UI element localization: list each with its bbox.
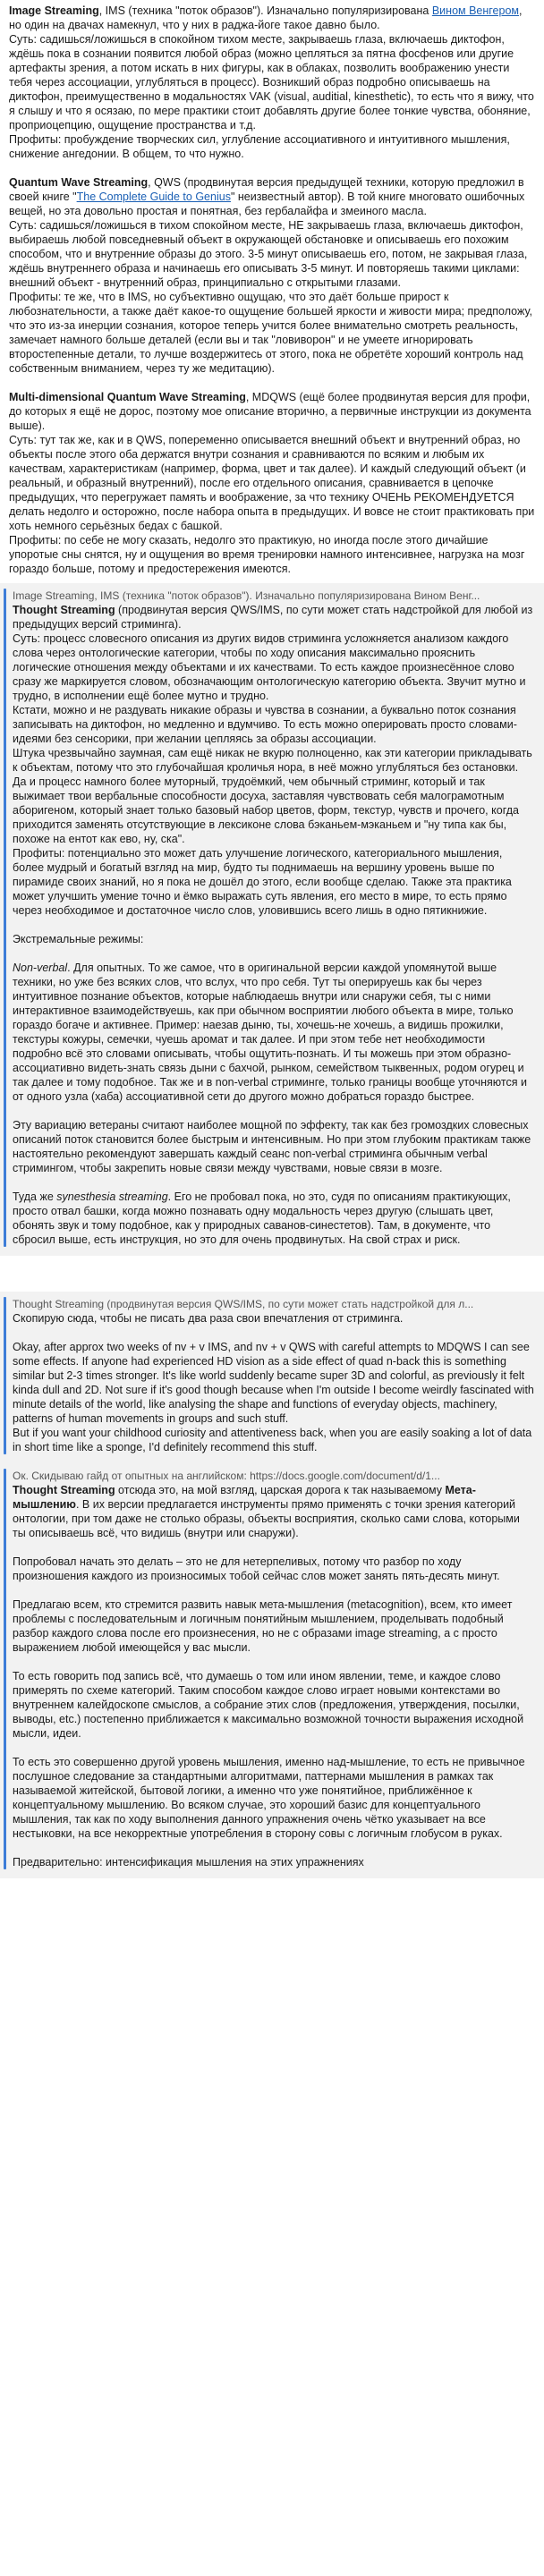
quote-bar [4, 1297, 6, 1454]
guide-paragraph-4: То есть говорить под запись всё, что думаешь о том или ином явлении, теме, и каждое слово примерять по схеме категорий. Таким способом каждое слово играет новыми контекстами во внутреннем калейдоскопе смыслов, а собрание этих слов (предложения, утверждения, посылки, выводы, etc.) постепенно приближается к максимально возможной точности выражения исходной мысли, идеи. [13, 1670, 524, 1740]
mdqws-body: Суть: тут так же, как и в QWS, попеременно описывается внешний объект и внутренний образ, но объекты после этого оба держатся внутри сознания и сравниваются по всяким и любым их качествам, характеристикам (например, форма, цвет и так далее). И каждый следующий объект (и реальный, и образный внутренний), после его отдельного описания, сравнивается в цепочке предыдущих, что перегружает память и воображение, за что технику ОЧЕНЬ РЕКОМЕНДУЕТСЯ делать недолго и осторожно, после набора опыта в предыдущих. И вовсе не стоит практиковать при хоть немного серьёзных бедах с башкой. [9, 434, 535, 532]
book-link[interactable]: The Complete Guide to Genius [76, 191, 231, 203]
reply-thought-streaming [0, 583, 544, 1256]
copy-note: Скопирую сюда, чтобы не писать два раза свои впечатления от стриминга. [13, 1312, 404, 1325]
guide-title: Thought Streaming [13, 1484, 115, 1496]
nonverbal-paragraph [13, 961, 535, 1104]
ims-body: Суть: садишься/ложишься в спокойном тихом месте, закрываешь глаза, включаешь диктофон, ждёшь пока в сознании появится любой образ (можно цепляться за пятна фосфенов или другие артефакты зрения, а потом искать в них фигуры, как в облаках, позволить воображению унести тебя через ассоциации, углубляться в процесс). Возникший образ подробно описываешь на диктофон, преимущественно в модальностях VAK (visual, auditial, kinesthetic), то есть что я вижу, что я слышу и что я осязаю, по мере практики стоит добавлять другие более тонкие чувства, обоняние, проприоцепцию, ощущение пространства и т.д. [9, 33, 534, 131]
extreme-modes-heading: Экстремальные режимы: [13, 933, 144, 945]
guide-title-rest: отсюда это, на мой взгляд, царская дорога к так называемому [115, 1484, 446, 1496]
nonverbal-text: . Для опытных. То же самое, что в оригинальной версии каждой упомянутой выше техники, но уже без всяких слов, что вслух, что про себя. Тут ты оперируешь как бы через интуитивное познание объектов, которые наблюдаешь внутри или снаружи себя, ты с ними интерактивное взаимодействуешь, как при обычном восприятии любого объекта в мире, только гораздо богаче и активнее. Пример: наезав дыню, ты, хочешь-не хочешь, а видишь прожилки, текстуры кожуры, семечки, чуешь аромат и так далее. И при этом тебе нет необходимости подробно всё это словами описывать, чтобы ощутить-познать. И ты можешь при этом образно-ассоциативно видеть-знать связь дыни с бахчой, рынком, семейством тыквенных, родом огурец и так далее и тому подобное. Так же и в non-verbal стриминге, только границы вообще уточняются и от одного узла (хаба) ассоциативной сети до другого можно добраться гораздо быстрее. [13, 962, 527, 1103]
qws-body: Суть: садишься/ложишься в тихом спокойном месте, НЕ закрываешь глаза, включаешь диктофон, выбираешь любой повседневный объект в окружающей обстановке и описываешь его похожим способом, что и внутренние образы до этого. 3-5 минут описываешь его, потом, не закрывая глаза, ждёшь внутреннего образа и начинаешь его описывать 3-5 минут. И повторяешь такими циклами: внешний объект - внутренний образ, принципиально с открытыми глазами. [9, 219, 528, 289]
variation-paragraph: Эту вариацию ветераны считают наиболее мощной по эффекту, так как без громоздких словесных описаний поток становится более быстрым и интенсивным. Но при этом глубоким практикам также настоятельно рекомендуют завершать каждый сеанс non-verbal стриминга обычным verbal стримингом, чтобы закрепить новые связи между чувствами, новые связи в мозге. [13, 1119, 531, 1174]
nonverbal-label: Non-verbal [13, 962, 68, 974]
english-paragraph-2: But if you want your childhood curiosity and attentiveness back, when you are easily soaking a lot of data in short time like a sponge, I'd definitely recommend this stuff. [13, 1427, 532, 1453]
mdqws-intro: , MDQWS (ещё более продвинутая версия для профи, до которых я ещё не дорос, поэтому мое описание вторично, а первичные инструкции из документа выше). [9, 391, 531, 432]
quote-bar [4, 1469, 6, 1869]
qws-profits: Профиты: те же, что в IMS, но субъективно ощущаю, что это даёт больше прирост к любознательности, а также даёт какое-то ощущение большей яркости и живости мира; предположу, что это из-за инерции сознания, которое теперь учится более внимательно смотреть реальность, замечает намного больше деталей (если вы и так "ловиворон" и не умеете игнорировать второстепенные детали, то лучше воздержитесь от этого, пока не обретёте хороший контроль над собственным вниманием, через ту же медитацию). [9, 291, 532, 375]
paragraph-mdqws [9, 390, 535, 433]
guide-paragraph-5: То есть это совершенно другой уровень мышления, именно над-мышление, то есть не привычное послушное следование за стандартными алгоритмами, паттернами мышления в рамках так называемой житейской, бытовой логики, а именно что уже понятийное, приближённое к концептуальному мышлению. Во всяком случае, это хороший базис для концептуального мышления, так как по ходу выполнения данного упражнения очень чётко указывает на все нестыковки, на все некорректные употребления в сторону совы с логичным глобусом в руках. [13, 1756, 525, 1840]
synesthesia-label: synesthesia streaming [56, 1191, 168, 1203]
mdqws-title: Multi-dimensional Quantum Wave Streaming [9, 391, 246, 403]
guide-paragraph-3: Предлагаю всем, кто стремится развить навык мета-мышления (metacognition), всем, кто имеет проблемы с последовательным и логичным понятийным мышлением, проделывать подобный разбор каждого слова после его произнесения, но не с образами image streaming, а с просто выражением любой имеющейся у вас мысли. [13, 1598, 513, 1654]
reply-quote-header[interactable]: Ок. Скидываю гайд от опытных на английском: https://docs.google.com/document/d/1... [13, 1470, 440, 1482]
guide-paragraph-2: Попробовал начать это делать – это не для нетерпеливых, потому что разбор по ходу произношения каждого из произносимых тобой сейчас слов может занять пять-десять минут. [13, 1555, 500, 1582]
ims-title: Image Streaming [9, 4, 99, 17]
ts-body-2: Кстати, можно и не раздувать никакие образы и чувства в сознании, а буквально поток сознания записывать на диктофон, но медленно и вдумчиво. То есть можно оперировать просто словами-идеями без сенсорики, при желании цепляясь за образы ассоциации. [13, 704, 517, 745]
synesthesia-paragraph [13, 1190, 535, 1247]
reply-quote-header[interactable]: Thought Streaming (продвинутая версия QWS/IMS, по сути может стать надстройкой для л... [13, 1298, 474, 1310]
reply-guide [0, 1463, 544, 1878]
author-link[interactable]: Вином Венгером [431, 4, 520, 17]
ts-body-3: Штука чрезвычайно заумная, сам ещё никак не вкурю полноценно, как эти категории прикладывать к объектам, потому что это глубочайшая кроличья нора, в неё можно углубляться без остановки. Да и процесс намного более муторный, трудоёмкий, чем обычный стриминг, который и так выжимает твои вербальные способности досуха, заставляя чувствовать себя малограмотным аборигеном, который знает только базовый набор цветов, форм, текстур, чувств и прочего, когда приходится заменять отсутствующие в лексиконе слова бэканьем-мэканьем и "ну типа как бы, похоже на ентот как ево, ну, ска". [13, 747, 532, 845]
mdqws-profits: Профиты: по себе не могу сказать, недолго это практикую, но иногда после этого дичайшие упоротые сны снятся, ну и ощущения во время тренировки намного интенсивнее, нагрузка на мозг гораздо больше, потому и предостережения имеются. [9, 534, 525, 575]
thought-streaming-intro: (продвинутая версия QWS/IMS, по сути может стать надстройкой для любой из предыдущих версий стриминга). [13, 604, 533, 631]
post-1 [0, 0, 544, 576]
ts-body-4: Профиты: потенциально это может дать улучшение логического, категориального мышления, более мудрый и богатый взгляд на мир, будто ты поднимаешь на вершину уровень выше по пирамиде своих знаний, но я пока не дошёл до этого, если вообще сделаю. Также эта практика может улучшить умение точно и ёмко выражать суть явления, его место в мире, то есть прямо через необходимое и достаточное число слов, уловившись всего лишь в одно пятикнижие. [13, 847, 512, 917]
reply-quote-header[interactable]: Image Streaming, IMS (техника "поток образов"). Изначально популяризирована Вином Венг... [13, 589, 480, 602]
quote-bar [4, 589, 6, 1247]
english-paragraph-1: Okay, after approx two weeks of nv + v IMS, and nv + v QWS with careful attempts to MDQWS I can see some effects. If anyone had experienced HD vision as a side effect of quad n-back this is something similar but 2-3 times stronger. It's like world suddenly became super 3D and colorful, as previously it felt kinda dull and 2D. Not sure if it's good though because when I'm outside I become weirdly fascinated with minute details of the world, like analysing the shape and functions of everyday objects, machinery, patterns of human movements in groups and such stuff. [13, 1341, 534, 1425]
meta-thinking-term: Мета-мышлению [13, 1484, 476, 1511]
paragraph-qws [9, 175, 535, 218]
guide-intro: . В их версии предлагается инструменты прямо применять с точки зрения категорий онтологии, при том даже не столько образы, объекты восприятия, сколько сами слова, которыми ты описываешь всё, что видишь (внутри или снаружи). [13, 1498, 520, 1539]
qws-intro-rest: " неизвестный автор). В той книге многовато ошибочных вещей, но эта довольно простая и понятная, без гербалайфа и змеиного масла. [9, 191, 525, 217]
synesthesia-prefix: Туда же [13, 1191, 57, 1203]
ts-body-1: Суть: процесс словесного описания из других видов стриминга усложняется анализом каждого слова через онтологические категории, чтобы по ходу описания максимально прояснить логические отношения между объектами и их качествами. То есть каждое произнесённое слово сразу же маркируется словом, обозначающим онтологическую категорию объекта. Звучит мутно и трудно, в исполнении ещё более мутно и трудно. [13, 632, 526, 702]
ims-intro: , IMS (техника "поток образов"). Изначально популяризирована [98, 4, 429, 17]
qws-title: Quantum Wave Streaming [9, 176, 149, 189]
qws-intro: , QWS (продвинутая версия предыдущей техники, которую предложил в своей книге " [9, 176, 524, 203]
paragraph-ims [9, 4, 535, 32]
synesthesia-text: . Его не пробовал пока, но это, судя по описаниям практикующих, просто отвал башки, когда можно познавать одну модальность через другую (слышать цвет, обонять звук и тому подобное, как у природных саванов-синестетов). Там, в документе, что сбросил выше, есть инструкция, но это для очень продвинутых. На свой страх и риск. [13, 1191, 511, 1246]
ims-profits: Профиты: пробуждение творческих сил, углубление ассоциативного и интуитивного мышления, снижение ангедонии. В общем, то что нужно. [9, 133, 510, 160]
thought-streaming-title: Thought Streaming [13, 604, 115, 616]
reply-copy-impressions [0, 1292, 544, 1463]
ims-intro-rest: , но один на двачах намекнул, что у них в раджа-йоге такое давно было. [9, 4, 523, 31]
guide-paragraph-6: Предварительно: интенсификация мышления на этих упражнениях [13, 1856, 364, 1868]
